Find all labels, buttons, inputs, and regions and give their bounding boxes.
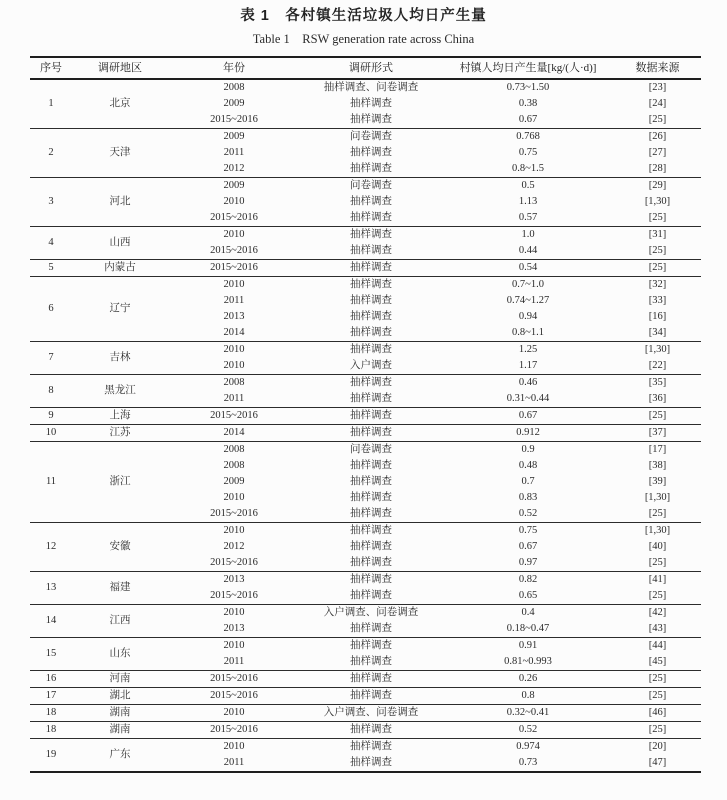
year-cell: 2012 xyxy=(223,163,245,174)
year-cell: 2009 xyxy=(223,98,245,109)
row-number-cell: 12 xyxy=(30,523,72,572)
row-number-cell: 7 xyxy=(30,342,72,375)
year-cell: 2015~2016 xyxy=(168,408,300,425)
region-cell: 湖北 xyxy=(72,688,168,705)
year-cell: 2009 xyxy=(168,129,300,146)
survey-type-cell: 抽样调查 xyxy=(350,508,392,519)
source-cell: [28] xyxy=(648,163,667,174)
year-cell: 2008 xyxy=(223,460,245,471)
survey-type-cell: 抽样调查 xyxy=(350,311,392,322)
year-cell: 2010 xyxy=(168,638,300,655)
region-cell: 内蒙古 xyxy=(72,260,168,277)
table-row xyxy=(30,178,701,195)
table-row xyxy=(30,408,701,425)
rsw-generation-table xyxy=(30,56,701,773)
source-cell: [25] xyxy=(648,508,667,519)
source-cell: [1,30] xyxy=(644,492,671,503)
value-cell: 0.18~0.47 xyxy=(506,623,550,634)
year-cell: 2015~2016 xyxy=(210,590,258,601)
source-cell: [17] xyxy=(614,442,701,459)
year-cell: 2011 xyxy=(223,757,245,768)
row-number-cell: 5 xyxy=(30,260,72,277)
source-cell: [44] xyxy=(614,638,701,655)
row-number-cell: 10 xyxy=(30,425,72,442)
year-cell: 2015~2016 xyxy=(210,508,258,519)
region-group xyxy=(30,605,701,638)
survey-type-cell: 抽样调查 xyxy=(350,98,392,109)
row-number-cell: 14 xyxy=(30,605,72,638)
row-number-cell: 9 xyxy=(30,408,72,425)
source-cell: [25] xyxy=(614,722,701,739)
row-number-cell: 16 xyxy=(30,671,72,688)
year-cell: 2015~2016 xyxy=(168,671,300,688)
region-group xyxy=(30,375,701,408)
year-cell: 2015~2016 xyxy=(210,245,258,256)
survey-type-cell: 抽样调查 xyxy=(300,688,442,705)
region-cell: 山西 xyxy=(72,227,168,260)
survey-type-cell: 抽样调查 xyxy=(350,147,392,158)
year-cell: 2015~2016 xyxy=(168,688,300,705)
value-cell: 1.0 xyxy=(442,227,614,244)
value-cell: 0.5 xyxy=(442,178,614,195)
source-cell: [22] xyxy=(648,360,667,371)
year-cell: 2015~2016 xyxy=(210,557,258,568)
col-header-no: 序号 xyxy=(30,57,72,79)
region-group xyxy=(30,442,701,523)
source-cell: [29] xyxy=(614,178,701,195)
region-cell: 福建 xyxy=(72,572,168,605)
year-cell: 2014 xyxy=(168,425,300,442)
survey-type-cell: 问卷调查 xyxy=(300,442,442,459)
year-cell: 2012 xyxy=(223,541,245,552)
survey-type-cell: 抽样调查 xyxy=(300,572,442,589)
value-cell: 0.9 xyxy=(442,442,614,459)
table-row xyxy=(30,277,701,294)
source-cell: [24] xyxy=(648,98,667,109)
survey-type-cell: 抽样调查、问卷调查 xyxy=(300,79,442,96)
value-cell: 0.4 xyxy=(442,605,614,622)
source-cell: [35] xyxy=(614,375,701,392)
table-row xyxy=(30,523,701,540)
value-cell: 0.73~1.50 xyxy=(442,79,614,96)
year-cell: 2010 xyxy=(223,360,245,371)
year-cell: 2008 xyxy=(168,375,300,392)
year-cell: 2011 xyxy=(223,656,245,667)
row-number-cell: 6 xyxy=(30,277,72,342)
value-cell: 0.38 xyxy=(518,98,538,109)
region-group xyxy=(30,342,701,375)
region-group xyxy=(30,79,701,129)
value-cell: 0.73 xyxy=(518,757,538,768)
table-row xyxy=(30,605,701,622)
region-group xyxy=(30,227,701,260)
region-cell: 湖南 xyxy=(72,722,168,739)
survey-type-cell: 抽样调查 xyxy=(350,623,392,634)
survey-type-cell: 抽样调查 xyxy=(300,342,442,359)
region-cell: 辽宁 xyxy=(72,277,168,342)
value-cell: 0.65 xyxy=(518,590,538,601)
source-cell: [1,30] xyxy=(614,342,701,359)
source-cell: [1,30] xyxy=(614,523,701,540)
region-cell: 广东 xyxy=(72,739,168,773)
survey-type-cell: 入户调查、问卷调查 xyxy=(300,705,442,722)
year-cell: 2010 xyxy=(168,523,300,540)
survey-type-cell: 抽样调查 xyxy=(350,557,392,568)
region-cell: 吉林 xyxy=(72,342,168,375)
source-cell: [42] xyxy=(614,605,701,622)
region-group xyxy=(30,260,701,277)
year-cell: 2013 xyxy=(223,311,245,322)
year-cell: 2015~2016 xyxy=(168,260,300,277)
region-group xyxy=(30,572,701,605)
table-row xyxy=(30,375,701,392)
table-row xyxy=(30,79,701,96)
col-header-year: 年份 xyxy=(168,57,300,79)
value-cell: 0.91 xyxy=(442,638,614,655)
region-group xyxy=(30,178,701,227)
survey-type-cell: 抽样调查 xyxy=(300,722,442,739)
row-number-cell: 17 xyxy=(30,688,72,705)
value-cell: 0.52 xyxy=(518,508,538,519)
row-number-cell: 15 xyxy=(30,638,72,671)
row-number-cell: 8 xyxy=(30,375,72,408)
table-row xyxy=(30,260,701,277)
table-row xyxy=(30,342,701,359)
value-cell: 0.81~0.993 xyxy=(504,656,552,667)
row-number-cell: 11 xyxy=(30,442,72,523)
value-cell: 0.8~1.1 xyxy=(512,327,544,338)
source-cell: [45] xyxy=(648,656,667,667)
survey-type-cell: 抽样调查 xyxy=(300,671,442,688)
col-header-survey: 调研形式 xyxy=(300,57,442,79)
table-row xyxy=(30,638,701,655)
value-cell: 0.974 xyxy=(442,739,614,756)
value-cell: 0.57 xyxy=(518,212,538,223)
region-group xyxy=(30,722,701,739)
value-cell: 0.32~0.41 xyxy=(442,705,614,722)
year-cell: 2015~2016 xyxy=(168,722,300,739)
year-cell: 2011 xyxy=(223,295,245,306)
region-cell: 江西 xyxy=(72,605,168,638)
source-cell: [46] xyxy=(614,705,701,722)
source-cell: [39] xyxy=(648,476,667,487)
value-cell: 0.54 xyxy=(442,260,614,277)
row-number-cell: 1 xyxy=(30,79,72,129)
region-cell: 山东 xyxy=(72,638,168,671)
header-row xyxy=(30,57,701,79)
year-cell: 2009 xyxy=(168,178,300,195)
survey-type-cell: 抽样调查 xyxy=(350,245,392,256)
table-row xyxy=(30,705,701,722)
year-cell: 2010 xyxy=(168,739,300,756)
region-group xyxy=(30,408,701,425)
row-number-cell: 18 xyxy=(30,705,72,722)
survey-type-cell: 抽样调查 xyxy=(350,590,392,601)
survey-type-cell: 抽样调查 xyxy=(300,638,442,655)
source-cell: [26] xyxy=(614,129,701,146)
source-cell: [47] xyxy=(648,757,667,768)
value-cell: 0.74~1.27 xyxy=(506,295,550,306)
region-cell: 北京 xyxy=(72,79,168,129)
value-cell: 0.67 xyxy=(518,541,538,552)
col-header-region: 调研地区 xyxy=(72,57,168,79)
region-cell: 上海 xyxy=(72,408,168,425)
survey-type-cell: 抽样调查 xyxy=(300,425,442,442)
survey-type-cell: 抽样调查 xyxy=(300,277,442,294)
source-cell: [20] xyxy=(614,739,701,756)
source-cell: [25] xyxy=(648,590,667,601)
value-cell: 0.8 xyxy=(442,688,614,705)
value-cell: 0.48 xyxy=(518,460,538,471)
region-cell: 江苏 xyxy=(72,425,168,442)
source-cell: [43] xyxy=(648,623,667,634)
survey-type-cell: 抽样调查 xyxy=(350,541,392,552)
value-cell: 0.67 xyxy=(518,114,538,125)
source-cell: [25] xyxy=(614,260,701,277)
source-cell: [38] xyxy=(648,460,667,471)
survey-type-cell: 抽样调查 xyxy=(300,523,442,540)
year-cell: 2013 xyxy=(223,623,245,634)
year-cell: 2008 xyxy=(168,79,300,96)
survey-type-cell: 抽样调查 xyxy=(350,327,392,338)
table-title-en: Table 1 RSW generation rate across China xyxy=(252,32,475,46)
region-cell: 安徽 xyxy=(72,523,168,572)
table-row xyxy=(30,425,701,442)
survey-type-cell: 入户调查、问卷调查 xyxy=(300,605,442,622)
value-cell: 0.7 xyxy=(521,476,535,487)
source-cell: [25] xyxy=(614,408,701,425)
region-group xyxy=(30,129,701,178)
region-cell: 河南 xyxy=(72,671,168,688)
year-cell: 2014 xyxy=(223,327,245,338)
survey-type-cell: 抽样调查 xyxy=(300,375,442,392)
survey-type-cell: 抽样调查 xyxy=(300,260,442,277)
region-group xyxy=(30,425,701,442)
region-cell: 湖南 xyxy=(72,705,168,722)
source-cell: [1,30] xyxy=(644,196,671,207)
region-group xyxy=(30,638,701,671)
year-cell: 2010 xyxy=(223,492,245,503)
table-row xyxy=(30,442,701,459)
survey-type-cell: 抽样调查 xyxy=(350,393,392,404)
source-cell: [33] xyxy=(648,295,667,306)
source-cell: [25] xyxy=(648,245,667,256)
year-cell: 2010 xyxy=(168,342,300,359)
year-cell: 2015~2016 xyxy=(210,114,258,125)
table-row xyxy=(30,671,701,688)
value-cell: 0.8~1.5 xyxy=(512,163,544,174)
year-cell: 2008 xyxy=(168,442,300,459)
region-cell: 黑龙江 xyxy=(72,375,168,408)
survey-type-cell: 问卷调查 xyxy=(300,129,442,146)
value-cell: 0.7~1.0 xyxy=(442,277,614,294)
row-number-cell: 18 xyxy=(30,722,72,739)
source-cell: [27] xyxy=(648,147,667,158)
source-cell: [41] xyxy=(614,572,701,589)
source-cell: [16] xyxy=(648,311,667,322)
survey-type-cell: 抽样调查 xyxy=(350,212,392,223)
value-cell: 0.46 xyxy=(442,375,614,392)
year-cell: 2013 xyxy=(168,572,300,589)
region-group xyxy=(30,523,701,572)
source-cell: [31] xyxy=(614,227,701,244)
survey-type-cell: 问卷调查 xyxy=(300,178,442,195)
row-number-cell: 13 xyxy=(30,572,72,605)
source-cell: [25] xyxy=(648,114,667,125)
source-cell: [25] xyxy=(648,557,667,568)
source-cell: [25] xyxy=(614,688,701,705)
survey-type-cell: 抽样调查 xyxy=(350,656,392,667)
year-cell: 2009 xyxy=(223,476,245,487)
year-cell: 2010 xyxy=(168,705,300,722)
value-cell: 0.44 xyxy=(518,245,538,256)
value-cell: 1.13 xyxy=(518,196,538,207)
region-cell: 浙江 xyxy=(72,442,168,523)
survey-type-cell: 抽样调查 xyxy=(350,476,392,487)
value-cell: 0.83 xyxy=(518,492,538,503)
value-cell: 0.52 xyxy=(442,722,614,739)
region-group xyxy=(30,705,701,722)
source-cell: [25] xyxy=(614,671,701,688)
table-container xyxy=(30,56,701,773)
col-header-value: 村镇人均日产生量[kg/(人·d)] xyxy=(442,57,614,79)
year-cell: 2015~2016 xyxy=(210,212,258,223)
survey-type-cell: 抽样调查 xyxy=(350,295,392,306)
row-number-cell: 2 xyxy=(30,129,72,178)
region-cell: 河北 xyxy=(72,178,168,227)
survey-type-cell: 抽样调查 xyxy=(350,196,392,207)
source-cell: [32] xyxy=(614,277,701,294)
region-group xyxy=(30,277,701,342)
year-cell: 2010 xyxy=(223,196,245,207)
survey-type-cell: 抽样调查 xyxy=(350,757,392,768)
value-cell: 0.75 xyxy=(518,147,538,158)
year-cell: 2010 xyxy=(168,277,300,294)
table-row xyxy=(30,739,701,756)
source-cell: [36] xyxy=(648,393,667,404)
year-cell: 2011 xyxy=(223,147,245,158)
region-group xyxy=(30,671,701,688)
table-row xyxy=(30,722,701,739)
value-cell: 1.25 xyxy=(442,342,614,359)
survey-type-cell: 抽样调查 xyxy=(300,227,442,244)
value-cell: 0.75 xyxy=(442,523,614,540)
value-cell: 1.17 xyxy=(518,360,538,371)
value-cell: 0.31~0.44 xyxy=(506,393,550,404)
survey-type-cell: 抽样调查 xyxy=(350,163,392,174)
source-cell: [40] xyxy=(648,541,667,552)
survey-type-cell: 抽样调查 xyxy=(350,492,392,503)
survey-type-cell: 抽样调查 xyxy=(300,739,442,756)
value-cell: 0.768 xyxy=(442,129,614,146)
value-cell: 0.94 xyxy=(518,311,538,322)
table-header xyxy=(30,57,701,79)
value-cell: 0.82 xyxy=(442,572,614,589)
value-cell: 0.26 xyxy=(442,671,614,688)
table-row xyxy=(30,688,701,705)
table-title-cn: 表 1 各村镇生活垃圾人均日产生量 xyxy=(240,8,487,24)
year-cell: 2010 xyxy=(168,227,300,244)
value-cell: 0.912 xyxy=(442,425,614,442)
survey-type-cell: 抽样调查 xyxy=(350,460,392,471)
year-cell: 2011 xyxy=(223,393,245,404)
region-group xyxy=(30,688,701,705)
row-number-cell: 19 xyxy=(30,739,72,773)
survey-type-cell: 入户调查 xyxy=(350,360,392,371)
value-cell: 0.97 xyxy=(518,557,538,568)
table-row xyxy=(30,227,701,244)
source-cell: [25] xyxy=(648,212,667,223)
region-group xyxy=(30,739,701,773)
survey-type-cell: 抽样调查 xyxy=(350,114,392,125)
year-cell: 2010 xyxy=(168,605,300,622)
source-cell: [37] xyxy=(614,425,701,442)
source-cell: [34] xyxy=(648,327,667,338)
source-cell: [23] xyxy=(614,79,701,96)
row-number-cell: 4 xyxy=(30,227,72,260)
table-row xyxy=(30,572,701,589)
col-header-source: 数据来源 xyxy=(614,57,701,79)
region-cell: 天津 xyxy=(72,129,168,178)
survey-type-cell: 抽样调查 xyxy=(300,408,442,425)
table-row xyxy=(30,129,701,146)
value-cell: 0.67 xyxy=(442,408,614,425)
row-number-cell: 3 xyxy=(30,178,72,227)
